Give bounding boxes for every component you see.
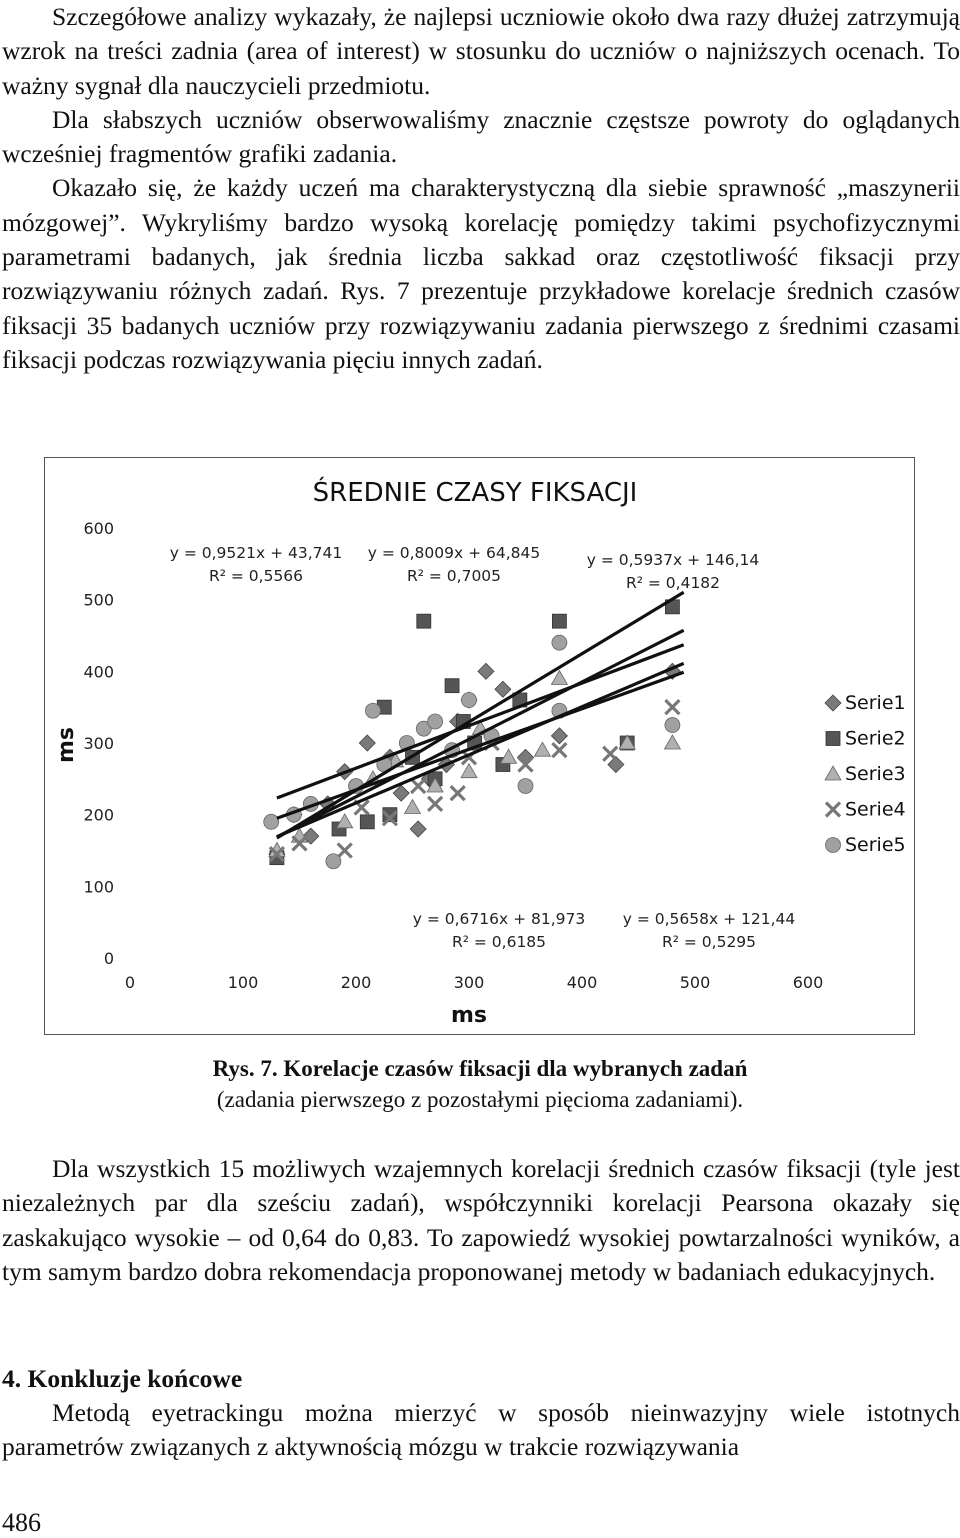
paragraph-2: Dla słabszych uczniów obserwowaliśmy znacznie częstsze powroty do oglądanych wcześniej fragmentów grafiki zadania. (2, 104, 960, 169)
y-tick-label: 300 (83, 734, 114, 753)
trendline-equation: y = 0,5658x + 121,44 (622, 910, 796, 928)
legend-label: Serie3 (845, 763, 906, 785)
x-tick-label: 500 (679, 973, 711, 992)
trendline-serie3 (277, 645, 684, 798)
data-point-serie2 (417, 614, 431, 628)
trendline-equation: y = 0,8009x + 64,845 (367, 544, 541, 562)
x-tick-label: 200 (340, 973, 372, 992)
data-point-serie5 (365, 703, 380, 718)
y-tick-label: 200 (83, 805, 114, 825)
data-point-serie4 (411, 779, 425, 793)
page-number: 486 (2, 1508, 41, 1537)
legend-marker-serie3 (825, 766, 841, 780)
legend-marker-serie5 (826, 838, 841, 853)
data-point-serie5 (264, 814, 279, 829)
x-tick-label: 300 (453, 973, 485, 992)
x-axis-label: ms (450, 1003, 488, 1028)
data-point-serie5 (552, 635, 567, 650)
y-tick-label: 100 (83, 877, 114, 897)
legend-label: Serie1 (845, 692, 906, 714)
fixation-times-scatter-chart (44, 457, 915, 1035)
legend-label: Serie5 (845, 834, 906, 856)
trendline-serie2 (277, 630, 684, 837)
trendline-r-squared: R² = 0,6185 (451, 933, 547, 951)
paragraph-1: Szczegółowe analizy wykazały, że najlepsi uczniowie około dwa razy dłużej zatrzymują wzrok na treści zadnia (area of interest) w stosunku do uczniów o najniższych ocenach. To ważny sygnał dla nauczycieli przedmiotu. (2, 2, 960, 100)
data-point-serie1 (551, 728, 567, 744)
figure-caption-title: Rys. 7. Korelacje czasów fiksacji dla wybranych zadań (212, 1056, 748, 1081)
data-point-serie4 (428, 797, 442, 811)
data-point-serie3 (664, 735, 680, 749)
y-tick-label: 600 (83, 519, 114, 538)
data-point-serie2 (445, 679, 459, 693)
trendline-equation: y = 0,9521x + 43,741 (169, 544, 343, 562)
section-heading: 4. Konkluzje końcowe (2, 1364, 243, 1393)
trendline-serie1 (277, 592, 684, 838)
trendline-equation: y = 0,6716x + 81,973 (412, 910, 586, 928)
data-point-serie3 (534, 742, 550, 756)
data-point-serie2 (360, 815, 374, 829)
data-point-serie3 (461, 764, 477, 778)
data-point-serie5 (326, 854, 341, 869)
x-tick-label: 0 (124, 973, 136, 992)
legend-label: Serie4 (845, 798, 906, 821)
y-tick-label: 0 (103, 949, 114, 968)
figure-caption-subtitle: (zadania pierwszego z pozostałymi pięcioma zadaniami). (216, 1087, 744, 1112)
data-point-serie5 (665, 718, 680, 733)
data-point-serie4 (603, 747, 617, 761)
y-tick-label: 500 (83, 590, 114, 610)
trendline-r-squared: R² = 0,5566 (208, 567, 304, 585)
chart-title: ŚREDNIE CZASY FIKSACJI (312, 478, 638, 508)
x-tick-label: 600 (792, 973, 824, 992)
paragraph-3: Okazało się, że każdy uczeń ma charakterystyczną dla siebie sprawność „maszynerii mózgowej”. Wykryliśmy bardzo wysoką korelację pomiędzy takimi psychofizycznymi parametrami badanych, jak średnia liczba sakkad oraz częstotliwość fiksacji przy rozwiązywaniu różnych zadań. Rys. 7 prezentuje przykładowe korelacje średnich czasów fiksacji 35 badanych uczniów przy rozwiązywaniu zadania pierwszego z średnimi czasami fiksacji podczas rozwiązywania pięciu innych zadań. (2, 173, 960, 374)
trendline-r-squared: R² = 0,4182 (625, 574, 721, 592)
x-tick-label: 400 (566, 973, 598, 992)
paragraph-4: Dla wszystkich 15 możliwych wzajemnych korelacji średnich czasów fiksacji (tyle jest niezależnych par dla sześciu zadań), współczynniki korelacji Pearsona okazały się zaskakująco wysokie – od 0,64 do 0,83. To zapowiedź wysokiej powtarzalności wyników, a tym samym bardzo dobra rekomendacja proponowanej metody w badaniach edukacyjnych. (2, 1154, 960, 1286)
y-axis-label: ms (54, 726, 79, 764)
trendline-r-squared: R² = 0,7005 (406, 567, 502, 585)
data-point-serie1 (478, 663, 494, 679)
data-point-serie5 (518, 779, 533, 794)
legend-marker-serie4 (826, 803, 840, 817)
data-point-serie5 (428, 714, 443, 729)
legend-marker-serie1 (825, 695, 841, 711)
data-point-serie3 (405, 800, 421, 814)
data-point-serie3 (337, 814, 353, 828)
data-point-serie2 (552, 614, 566, 628)
data-point-serie1 (410, 821, 426, 837)
data-point-serie5 (462, 693, 477, 708)
legend-label: Serie2 (845, 727, 906, 750)
data-point-serie4 (338, 844, 352, 858)
intro-text (2, 0, 960, 377)
chart-plot-area (83, 519, 905, 992)
y-tick-label: 400 (83, 662, 114, 682)
x-tick-label: 100 (227, 973, 259, 992)
trendline-r-squared: R² = 0,5295 (661, 933, 757, 951)
data-point-serie3 (501, 749, 517, 763)
legend-marker-serie2 (826, 732, 840, 746)
paragraph-5: Metodą eyetrackingu można mierzyć w sposób nieinwazyjny wiele istotnych parametrów związanych z aktywnością mózgu w trakcie rozwiązywania (2, 1398, 960, 1462)
trendline-equation: y = 0,5937x + 146,14 (586, 551, 760, 569)
data-point-serie4 (552, 743, 566, 757)
data-point-serie1 (359, 735, 375, 751)
data-point-serie4 (665, 700, 679, 714)
data-point-serie4 (451, 786, 465, 800)
data-point-serie1 (495, 681, 511, 697)
